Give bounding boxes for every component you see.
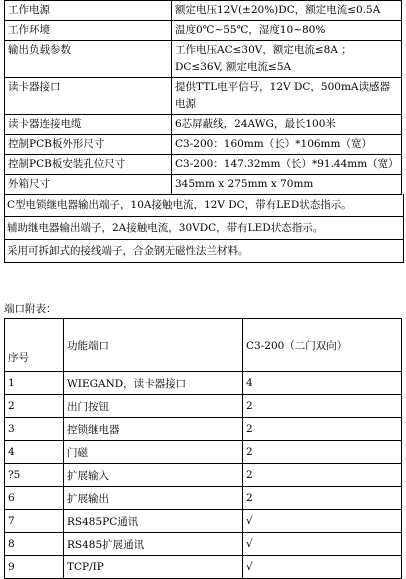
spec-row (5, 175, 402, 195)
port-function: RS485PC通讯 (64, 510, 243, 533)
spec-row (5, 78, 402, 115)
spec-label: 读卡器连接电缆 (5, 115, 172, 135)
spec-label: 工作电源 (5, 1, 172, 21)
header-function: 功能端口 (64, 319, 243, 372)
feature-note: C型电锁继电器输出端子，10A接触电流，12V DC，带有LED状态指示。 (5, 194, 403, 217)
port-function: 门磁 (64, 441, 243, 464)
port-no: 3 (5, 418, 64, 441)
port-no: ?5 (5, 464, 64, 487)
ports-caption: 端口附表： (4, 303, 57, 315)
port-no: 6 (5, 487, 64, 510)
spec-row (5, 41, 402, 78)
spec-value: 345mm x 275mm x 70mm (172, 175, 402, 195)
table-row (5, 395, 402, 418)
spec-label: 读卡器接口 (5, 78, 172, 115)
port-count: √ (243, 533, 402, 556)
table-row (5, 556, 402, 579)
port-count: √ (243, 556, 402, 579)
table-row (5, 441, 402, 464)
port-function: 扩展输入 (64, 464, 243, 487)
port-count: 2 (243, 464, 402, 487)
feature-note: 采用可拆卸式的接线端子，合金钢无磁性法兰材料。 (5, 240, 403, 263)
table-row (5, 487, 402, 510)
table-row (5, 464, 402, 487)
spec-row (5, 21, 402, 41)
spec-label: 控制PCB板外形尺寸 (5, 135, 172, 155)
spec-label: 外箱尺寸 (5, 175, 172, 195)
spec-label: 控制PCB板安装孔位尺寸 (5, 155, 172, 175)
port-function: TCP/IP (64, 556, 243, 579)
port-function: WIEGAND，读卡器接口 (64, 372, 243, 395)
spec-label: 工作环境 (5, 21, 172, 41)
spec-row (5, 1, 402, 21)
port-count: √ (243, 510, 402, 533)
port-no: 7 (5, 510, 64, 533)
spec-label: 输出负载参数 (5, 41, 172, 78)
spec-value: 额定电压12V(±20%)DC，额定电流≤0.5A (172, 1, 402, 21)
header-no: 序号 (5, 319, 64, 372)
port-count: 4 (243, 372, 402, 395)
port-function: 控锁继电器 (64, 418, 243, 441)
feature-note: 辅助继电器输出端子，2A接触电流，30VDC，带有LED状态指示。 (5, 217, 403, 240)
spec-value: C3-200：160mm（长）*106mm（宽） (172, 135, 402, 155)
spec-row (5, 135, 402, 155)
ports-table (4, 318, 402, 579)
port-count: 2 (243, 487, 402, 510)
port-count: 2 (243, 418, 402, 441)
port-function: 出门按钮 (64, 395, 243, 418)
spec-row (5, 115, 402, 135)
port-no: 4 (5, 441, 64, 464)
spec-value: 工作电压AC≤30V，额定电流≤8A ；DC≤36V, 额定电流≤5A (172, 41, 402, 78)
table-row (5, 418, 402, 441)
ports-header-row (5, 319, 402, 372)
spec-value: 提供TTL电平信号，12V DC，500mA读感器电源 (172, 78, 402, 115)
spec-table (4, 0, 402, 195)
table-row (5, 533, 402, 556)
spec-value: C3-200：147.32mm（长）*91.44mm（宽） (172, 155, 402, 175)
port-no: 1 (5, 372, 64, 395)
port-count: 2 (243, 395, 402, 418)
table-row (5, 372, 402, 395)
spec-value: 温度0℃~55℃，湿度10~80% (172, 21, 402, 41)
table-row (5, 510, 402, 533)
feature-notes (4, 194, 404, 263)
spec-row (5, 155, 402, 175)
port-function: 扩展输出 (64, 487, 243, 510)
port-count: 2 (243, 441, 402, 464)
spec-value: 6芯屏蔽线，24AWG，最长100米 (172, 115, 402, 135)
port-no: 2 (5, 395, 64, 418)
port-function: RS485扩展通讯 (64, 533, 243, 556)
port-no: 9 (5, 556, 64, 579)
port-no: 8 (5, 533, 64, 556)
header-model: C3-200（二门双向） (243, 319, 402, 372)
